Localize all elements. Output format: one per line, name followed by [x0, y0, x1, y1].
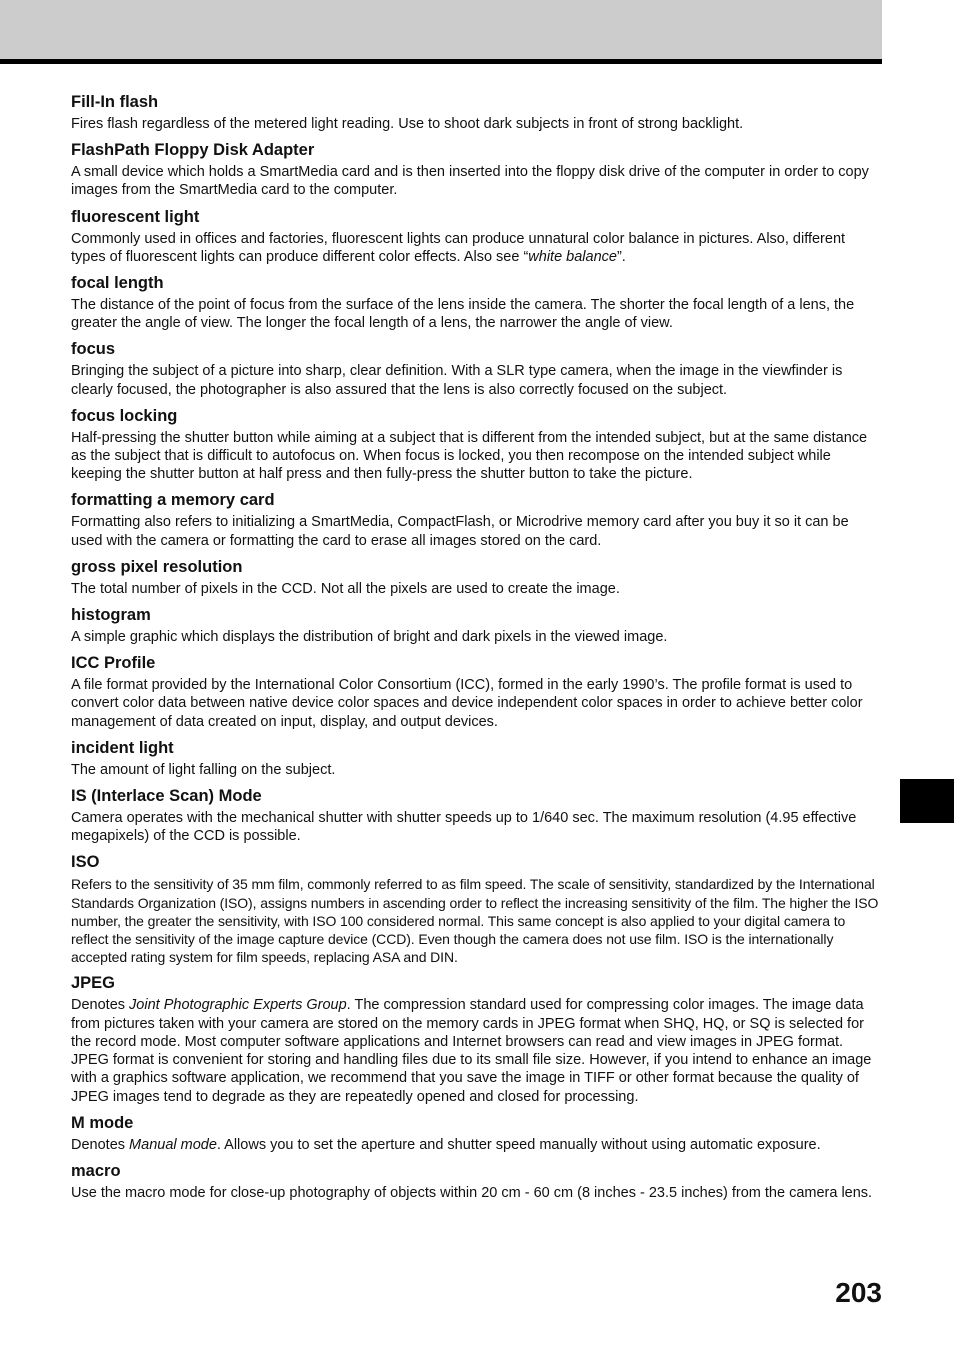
glossary-entry-fluorescent-light	[71, 207, 881, 266]
glossary-entry-incident-light	[71, 738, 881, 779]
glossary-term: focal length	[71, 274, 164, 293]
glossary-definition: A small device which holds a SmartMedia card and is then inserted into the floppy disk drive of the computer in order to copy images from the SmartMedia card to the computer.	[71, 164, 869, 199]
definition-text: . Allows you to set the aperture and shutter speed manually without using automatic exposure.	[216, 1136, 821, 1153]
expansion: Joint Photographic Experts Group	[129, 997, 347, 1014]
glossary-term: ICC Profile	[71, 654, 156, 673]
glossary-definition: The amount of light falling on the subject.	[71, 761, 336, 778]
glossary-entry-gross-pixel-resolution	[71, 557, 881, 598]
glossary-definition	[71, 996, 881, 1105]
glossary-definition: Bringing the subject of a picture into sharp, clear definition. With a SLR type camera, when the image in the viewfinder is clearly focused, the photographer is also assured that the lens is also correctly focused on the subject.	[71, 363, 843, 398]
glossary-entry-jpeg	[71, 973, 881, 1105]
glossary-definition: A file format provided by the International Color Consortium (ICC), formed in the early 1990’s. The profile format is used to convert color data between native device color spaces and device independent color spaces in order to achieve better color management of data created on input, display, and output devices.	[71, 677, 863, 730]
glossary-term: M mode	[71, 1113, 134, 1132]
glossary-term: macro	[71, 1161, 121, 1180]
glossary-definition: Fires flash regardless of the metered light reading. Use to shoot dark subjects in front of strong backlight.	[71, 116, 744, 132]
glossary-entry-m-mode	[71, 1113, 881, 1154]
glossary-definition: The total number of pixels in the CCD. Not all the pixels are used to create the image.	[71, 580, 620, 597]
glossary-term: fluorescent light	[71, 207, 200, 226]
glossary-list	[71, 92, 881, 1209]
header-rule	[0, 59, 882, 64]
header-band	[0, 0, 882, 59]
glossary-entry-focal-length	[71, 273, 881, 332]
definition-text: Denotes	[71, 997, 130, 1014]
glossary-definition	[71, 230, 881, 266]
glossary-entry-focus	[71, 339, 881, 398]
cross-reference: white balance	[528, 248, 617, 265]
definition-text: Commonly used in offices and factories, fluorescent lights can produce unnatural color balance in pictures. Also, different types of fluorescent lights can produce different color effects. Also see “	[71, 230, 846, 265]
expansion: Manual mode	[129, 1136, 217, 1153]
glossary-definition	[71, 1136, 881, 1154]
glossary-entry-iso	[71, 852, 881, 966]
glossary-term: focus	[71, 340, 116, 359]
glossary-term: ISO	[71, 853, 100, 872]
definition-text: ”.	[616, 248, 626, 265]
definition-text: . The compression standard used for compressing color images. The image data from pictures taken with your camera are stored on the memory cards in JPEG format when SHQ, HQ, or SQ is selected for the record mode. Most computer software applications and Internet browsers can read and view images in JPEG format. JPEG format is convenient for storing and handling files due to its small file size. However, if you intend to enhance an image with a graphics software application, we recommend that you save the image in TIFF or other format because the quality of JPEG images tend to degrade as they are repeatedly opened and closed for processing.	[71, 997, 872, 1105]
glossary-definition: A simple graphic which displays the distribution of bright and dark pixels in the viewed image.	[71, 629, 668, 646]
glossary-term: gross pixel resolution	[71, 557, 243, 576]
definition-text: Denotes	[71, 1136, 130, 1153]
glossary-entry-icc-profile	[71, 653, 881, 731]
glossary-term: focus locking	[71, 406, 178, 425]
glossary-entry-flashpath	[71, 140, 881, 199]
glossary-entry-histogram	[71, 605, 881, 646]
glossary-definition: Half-pressing the shutter button while aiming at a subject that is different from the intended subject, but at the same distance as the subject that is difficult to autofocus on. When focus is locked, you then recompose on the intended subject while keeping the shutter button at half press and then fully-press the shutter button to take the picture.	[71, 429, 868, 483]
glossary-entry-is-mode	[71, 786, 881, 845]
glossary-term: IS (Interlace Scan) Mode	[71, 787, 262, 806]
glossary-entry-macro	[71, 1161, 881, 1202]
glossary-definition: Formatting also refers to initializing a SmartMedia, CompactFlash, or Microdrive memory card after you buy it so it can be used with the camera or formatting the card to erase all images stored on the card.	[71, 514, 849, 549]
glossary-term: histogram	[71, 606, 151, 625]
glossary-term: formatting a memory card	[71, 491, 275, 510]
glossary-term: Fill-In flash	[71, 93, 159, 111]
glossary-entry-focus-locking	[71, 406, 881, 484]
glossary-entry-fill-in-flash	[71, 92, 881, 133]
glossary-definition: Use the macro mode for close-up photography of objects within 20 cm - 60 cm (8 inches - 23.5 inches) from the camera lens.	[71, 1184, 873, 1201]
glossary-entry-formatting-memory-card	[71, 490, 881, 549]
page-number: 203	[835, 1277, 882, 1308]
glossary-definition: Refers to the sensitivity of 35 mm film, commonly referred to as film speed. The scale of sensitivity, standardized by the International Standards Organization (ISO), assigns numbers in ascending order to reflect the increasing sensitivity of the film. The higher the ISO number, the greater the sensitivity, with ISO 100 considered normal. This same concept is also applied to your digital camera to reflect the sensitivity of the image capture device (CCD). Even though the camera does not use film. ISO is the internationally accepted rating system for film speeds, replacing ASA and DIN.	[71, 876, 879, 966]
glossary-definition: The distance of the point of focus from the surface of the lens inside the camera. The shorter the focal length of a lens, the greater the angle of view. The longer the focal length of a lens, the narrower the angle of view.	[71, 297, 855, 332]
section-tab-marker	[900, 779, 954, 823]
glossary-term: FlashPath Floppy Disk Adapter	[71, 141, 315, 160]
glossary-definition: Camera operates with the mechanical shutter with shutter speeds up to 1/640 sec. The maximum resolution (4.95 effective megapixels) of the CCD is possible.	[71, 810, 857, 845]
glossary-term: JPEG	[71, 974, 116, 993]
glossary-term: incident light	[71, 738, 174, 757]
